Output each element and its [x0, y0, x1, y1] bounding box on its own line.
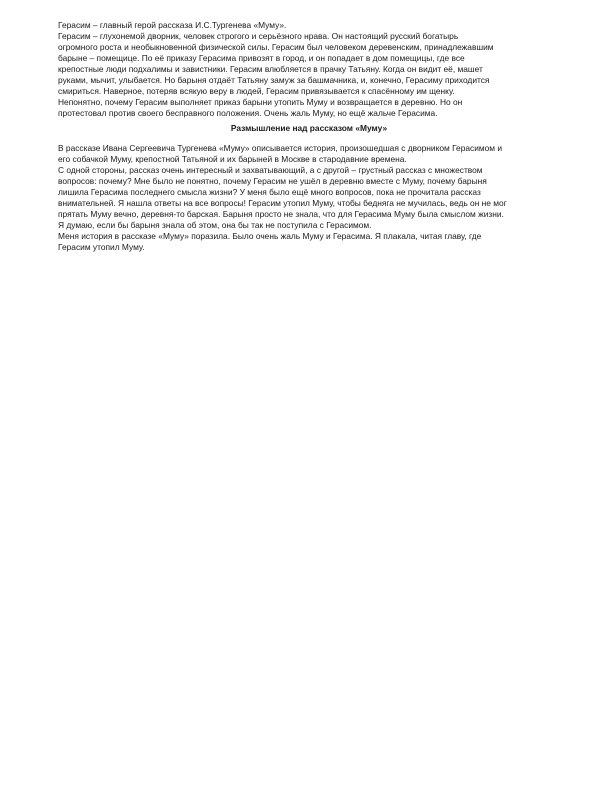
text-line: Непонятно, почему Герасим выполняет приказ барыни утопить Муму и возвращается в деревню. Но он	[58, 97, 463, 107]
text-line: барыне – помещице. По её приказу Герасима привозят в город, и он попадает в дом помещицы, где все	[58, 53, 465, 63]
text-line: Герасим – глухонемой дворник, человек строгого и серьёзного нрава. Он настоящий русский богатырь	[58, 31, 459, 41]
section-heading: Размышление над рассказом «Муму»	[230, 123, 388, 133]
text-line: В рассказе Ивана Сергеевича Тургенева «Муму» описывается история, произошедшая с дворником Герасимом и	[58, 143, 503, 153]
text-line: Герасим – главный герой рассказа И.С.Тургенева «Муму».	[58, 20, 287, 30]
text-line: Я думаю, если бы барыня знала об этом, она бы так не поступила с Герасимом.	[58, 220, 372, 230]
text-line: протестовал против своего бесправного положения. Очень жаль Муму, но ещё жальче Герасима.	[58, 108, 438, 118]
intro-section	[58, 20, 560, 119]
text-line: огромного роста и необыкновенной физической силы. Герасим был человеком деревенским, принадлежавшим	[58, 42, 494, 52]
text-line: С одной стороны, рассказ очень интересный и захватывающий, а с другой – грустный рассказ с множеством	[58, 165, 483, 175]
text-line: смириться. Наверное, потеряв всякую веру в людей, Герасим привязывается к спасённому им щенку.	[58, 86, 455, 96]
text-line: вопросов: почему? Мне было не понятно, почему Герасим не ушёл в деревню вместе с Муму, почему барыня	[58, 176, 487, 186]
document-body	[58, 20, 560, 253]
text-line: лишила Герасима последнего смысла жизни? У меня было ещё много вопросов, пока не прочитала рассказ	[58, 187, 481, 197]
text-line: Герасим утопил Муму.	[58, 242, 145, 252]
text-line: его собачкой Муму, крепостной Татьяной и их барыней в Москве в стародавние времена.	[58, 154, 407, 164]
essay-section	[58, 143, 560, 253]
text-line: внимательней. Я нашла ответы на все вопросы! Герасим утопил Муму, чтобы бедняга не мучилась, ведь он не мог	[58, 198, 507, 208]
text-line: прятать Муму вечно, деревня-то барская. Барыня просто не знала, что для Герасима Муму была смыслом жизни.	[58, 209, 504, 219]
text-line: руками, мычит, улыбается. Но барыня отдаёт Татьяну замуж за башмачника, и, конечно, Герасиму приходится	[58, 75, 490, 85]
text-line: Меня история в рассказе «Муму» поразила. Было очень жаль Муму и Герасима. Я плакала, читая главу, где	[58, 231, 482, 241]
text-line: крепостные люди подхалимы и завистники. Герасим влюбляется в прачку Татьяну. Когда он видит её, машет	[58, 64, 483, 74]
